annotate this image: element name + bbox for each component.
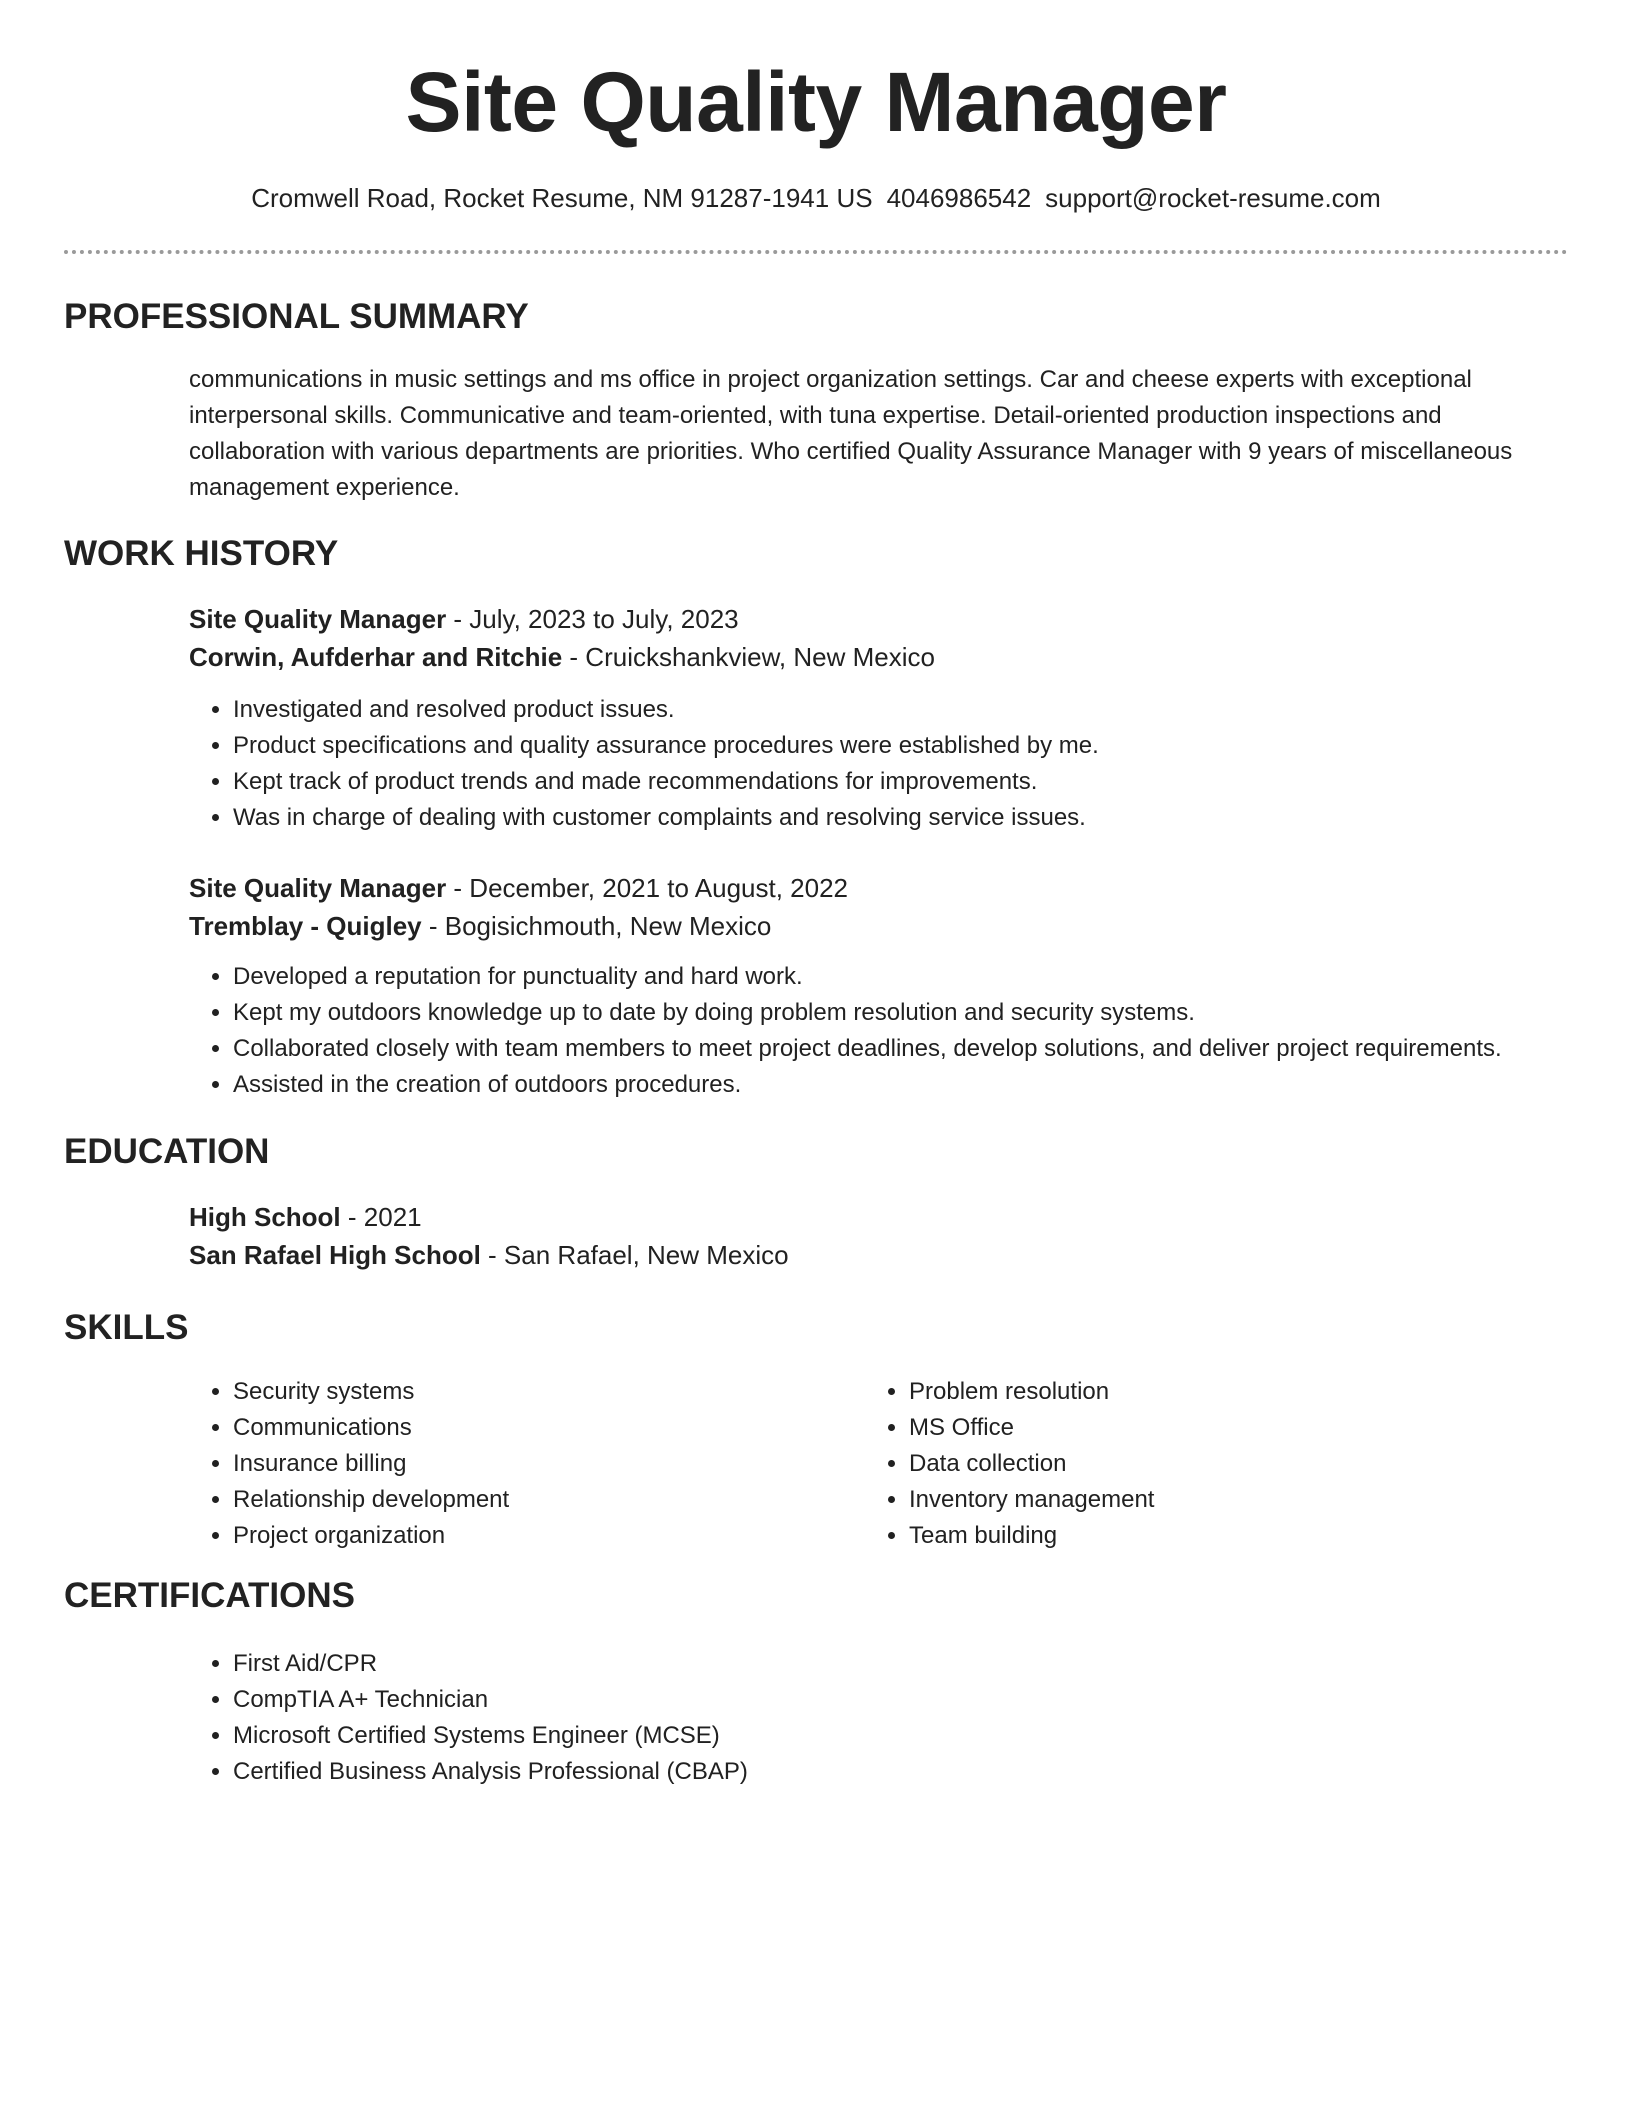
job-bullet: • Kept my outdoors knowledge up to date by doing problem resolution and security systems. — [233, 995, 1569, 1031]
skill-item: • Project organization — [233, 1518, 809, 1554]
job-bullet: • Kept track of product trends and made recommendations for improvements. — [233, 764, 1569, 800]
summary-heading: PROFESSIONAL SUMMARY — [64, 297, 529, 336]
certifications-block — [189, 1646, 1569, 1790]
education-location: - San Rafael, New Mexico — [480, 1240, 789, 1270]
education-school: San Rafael High School — [189, 1240, 481, 1270]
skills-list — [865, 1374, 1485, 1554]
job-bullet: • Developed a reputation for punctuality and hard work. — [233, 959, 1569, 995]
summary-text: communications in music settings and ms office in project organization settings. Car and cheese experts with exceptional interpersonal skills. Communicative and team-oriented, with tuna expertise. Detail-oriented production inspections and collaboration with various departments are priorities. Who certified Quality Assurance Manager with 9 years of miscellaneous management experience. — [189, 366, 1513, 501]
skill-item: • Communications — [233, 1410, 809, 1446]
education-year: - 2021 — [340, 1202, 422, 1232]
skills-heading: SKILLS — [64, 1308, 189, 1347]
job-location: - Bogisichmouth, New Mexico — [421, 911, 772, 941]
skill-item: • Inventory management — [909, 1482, 1485, 1518]
page-title: Site Quality Manager — [405, 55, 1227, 149]
contact-address: Cromwell Road, Rocket Resume, NM 91287-1941 US — [251, 183, 873, 213]
job-bullet: • Investigated and resolved product issues. — [233, 692, 1569, 728]
skill-item: • Problem resolution — [909, 1374, 1485, 1410]
contact-phone: 4046986542 — [886, 183, 1032, 213]
education-degree-line — [189, 1198, 1569, 1236]
header-divider — [64, 250, 1568, 254]
skill-item: • Security systems — [233, 1374, 809, 1410]
education-school-line — [189, 1236, 1569, 1274]
job-role: Site Quality Manager — [189, 604, 447, 634]
job-title-line — [189, 869, 1569, 907]
job-title-line — [189, 600, 1569, 638]
job-bullet: • Product specifications and quality assurance procedures were established by me. — [233, 728, 1569, 764]
certifications-heading: CERTIFICATIONS — [64, 1576, 356, 1615]
job-dates: - July, 2023 to July, 2023 — [446, 604, 739, 634]
job-role: Site Quality Manager — [189, 873, 447, 903]
job-bullet: • Was in charge of dealing with customer complaints and resolving service issues. — [233, 800, 1569, 836]
contact-email[interactable]: support@rocket-resume.com — [1045, 183, 1381, 213]
certification-item: • CompTIA A+ Technician — [233, 1682, 1569, 1718]
job-dates: - December, 2021 to August, 2022 — [446, 873, 849, 903]
job-bullet: • Assisted in the creation of outdoors procedures. — [233, 1067, 1569, 1103]
job-bullet: • Collaborated closely with team members to meet project deadlines, develop solutions, and deliver project requirements. — [233, 1031, 1569, 1067]
certifications-list — [189, 1646, 1569, 1790]
certification-item: • Microsoft Certified Systems Engineer (MCSE) — [233, 1718, 1569, 1754]
certification-item: • First Aid/CPR — [233, 1646, 1569, 1682]
work-history-heading: WORK HISTORY — [64, 534, 339, 573]
certification-item: • Certified Business Analysis Professional (CBAP) — [233, 1754, 1569, 1790]
skills-list — [189, 1374, 809, 1554]
job-bullets — [189, 959, 1569, 1103]
skills-column-left — [189, 1374, 809, 1554]
job-location: - Cruickshankview, New Mexico — [562, 642, 935, 672]
education-heading: EDUCATION — [64, 1132, 270, 1171]
contact-line — [0, 180, 1632, 216]
skill-item: • Team building — [909, 1518, 1485, 1554]
education-entry — [189, 1198, 1569, 1274]
skill-item: • Data collection — [909, 1446, 1485, 1482]
skills-column-right — [865, 1374, 1485, 1554]
job-company-line — [189, 638, 1569, 676]
education-degree: High School — [189, 1202, 341, 1232]
job-company-line — [189, 907, 1569, 945]
skill-item: • Insurance billing — [233, 1446, 809, 1482]
job-bullets — [189, 692, 1569, 836]
skill-item: • Relationship development — [233, 1482, 809, 1518]
job-company: Corwin, Aufderhar and Ritchie — [189, 642, 563, 672]
job-entry — [189, 600, 1569, 836]
job-entry — [189, 869, 1569, 1103]
skill-item: • MS Office — [909, 1410, 1485, 1446]
job-company: Tremblay - Quigley — [189, 911, 422, 941]
